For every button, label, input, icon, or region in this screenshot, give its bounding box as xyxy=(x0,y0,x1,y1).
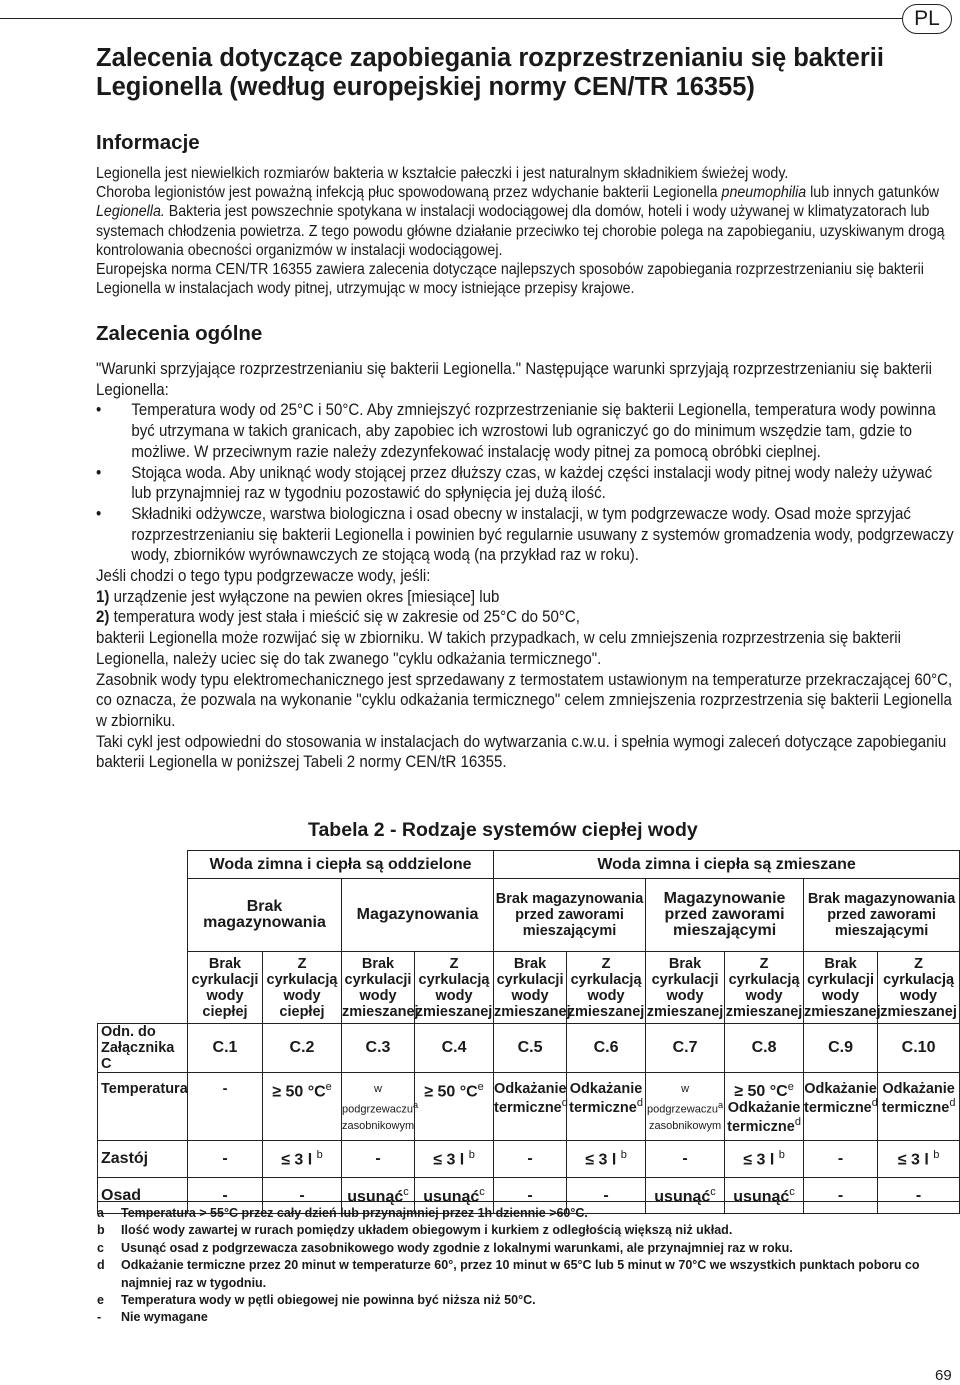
column-header: Z cyrkulacją wody zmieszanej xyxy=(567,952,646,1024)
subgroup-header: Brak magazynowania przed zaworami mieszającymi xyxy=(804,879,960,952)
table-cell: - xyxy=(188,1141,263,1178)
table-cell: Odkażanie termiczne$^d$ xyxy=(494,1073,567,1141)
table-cell: - xyxy=(878,1178,960,1214)
table-cell: ≤ 3 l $^b$ xyxy=(725,1141,804,1178)
table-cell: C.1 xyxy=(188,1024,263,1073)
bullet-item: • Temperatura wody od 25°C i 50°C. Aby zmniejszyć rozprzestrzenianie się bakterii Legionella, temperatura wody powinna być utrzymana w takich granicach, aby zapobiec ich wzrostowi lub ograniczyć go do minimum wszędzie tam, gdzie to możliwe. W przeciwnym razie należy zdezynfekować instalację wody pitnej za pomocą obróbki cieplnej. xyxy=(96,401,936,461)
table-cell: ≤ 3 l $^b$ xyxy=(878,1141,960,1178)
subgroup-header: Magazynowania xyxy=(342,879,494,952)
column-header: Z cyrkulacją wody ciepłej xyxy=(263,952,342,1024)
info-section xyxy=(96,164,956,298)
table-cell: usunąć$^c$ xyxy=(646,1178,725,1214)
column-header: Brak cyrkulacji wody zmieszanej xyxy=(494,952,567,1024)
systems-table xyxy=(97,850,960,1214)
header-rule xyxy=(0,18,902,19)
info-paragraph-2: Choroba legionistów jest poważną infekcją płuc spowodowaną przez wdychanie bakterii Legionella pneumophilia lub innych gatunków Legionella. Bakteria jest powszechnie spotykana w instalacji wodociągowej dla domów, hoteli i wody używanej w klimatyzatorach lub systemach chłodzenia powietrza. Z tego powodu główne działanie przeciwko tej chorobie polega na zapobieganiu, uzyskiwanym drogą kontrolowania obecności organizmów w instalacji wodociągowej. xyxy=(96,184,945,259)
table-cell: - xyxy=(804,1178,878,1214)
general-section xyxy=(96,359,956,773)
page-title: Zalecenia dotyczące zapobiegania rozprzestrzenianiu się bakterii Legionella (według europejskiej normy CEN/TR 16355) xyxy=(96,44,884,101)
bullet-item: • Składniki odżywcze, warstwa biologiczna i osad obecny w instalacji, w tym podgrzewacze wody. Osad może sprzyjać rozprzestrzenianiu się bakterii Legionella i powinien być regularnie usuwany z systemów gromadzenia wody, podgrzewaczy wody, zbiorników wyrównawczych ze stojącą wodą (na przykład raz w roku). xyxy=(96,504,954,565)
table-cell: usunąć$^c$ xyxy=(342,1178,415,1214)
footnote: c Usunąć osad z podgrzewacza zasobnikowego wody zgodnie z lokalnymi warunkami, ale przynajmniej raz w roku. xyxy=(97,1240,793,1255)
table-row xyxy=(98,952,960,1024)
table-cell: ≤ 3 l $^b$ xyxy=(567,1141,646,1178)
language-badge: PL xyxy=(902,4,952,34)
table-cell: C.4 xyxy=(415,1024,494,1073)
table-cell: C.5 xyxy=(494,1024,567,1073)
table-row xyxy=(98,851,960,879)
column-header: Brak cyrkulacji wody zmieszanej xyxy=(342,952,415,1024)
footnote: - Nie wymagane xyxy=(97,1310,208,1325)
table-cell: C.7 xyxy=(646,1024,725,1073)
row-label: Odn. do Załącznika C xyxy=(98,1024,188,1073)
column-header: Z cyrkulacją wody zmieszanej xyxy=(878,952,960,1024)
info-heading: Informacje xyxy=(96,131,200,154)
table-cell: C.3 xyxy=(342,1024,415,1073)
table-cell: - xyxy=(567,1178,646,1214)
table-cell: ≥ 50 °Ce xyxy=(415,1073,494,1141)
table-cell: ≤ 3 l $^b$ xyxy=(415,1141,494,1178)
general-heading: Zalecenia ogólne xyxy=(96,322,263,345)
subgroup-header: Brak magazynowania przed zaworami mieszającymi xyxy=(494,879,646,952)
table-cell: - xyxy=(494,1178,567,1214)
column-header: Brak cyrkulacji wody zmieszanej xyxy=(804,952,878,1024)
column-header: Z cyrkulacją wody zmieszanej xyxy=(725,952,804,1024)
table-cell: w podgrzewaczu$^a$ zasobnikowym xyxy=(342,1073,415,1141)
footnote: a Temperatura > 55°C przez cały dzień lub przynajmniej przez 1h dziennie >60°C. xyxy=(97,1206,588,1220)
table-cell: Odkażanie termiczne$^d$ xyxy=(804,1073,878,1141)
table-cell: usunąć$^c$ xyxy=(725,1178,804,1214)
table-cell: - xyxy=(188,1178,263,1214)
column-header: Brak cyrkulacji wody ciepłej xyxy=(188,952,263,1024)
subgroup-header: Brak magazynowania xyxy=(188,879,342,952)
footnote: b Ilość wody zawartej w rurach pomiędzy układem obiegowym i kurkiem z odległością większą niż układ. xyxy=(97,1223,733,1238)
subgroup-header: Magazynowanie przed zaworami mieszającymi xyxy=(646,879,804,952)
table-cell: C.10 xyxy=(878,1024,960,1073)
general-paragraph: Taki cykl jest odpowiedni do stosowania w instalacjach do wytwarzania c.w.u. i spełnia wymogi zaleceń dotyczące zapobieganiu bakterii Legionella w poniższej Tabeli 2 normy CEN/tR 16355. xyxy=(96,732,947,772)
table-cell: - xyxy=(188,1073,263,1141)
page-number: 69 xyxy=(935,1367,952,1384)
general-paragraph: Jeśli chodzi o tego typu podgrzewacze wody, jeśli: xyxy=(96,567,431,586)
numbered-item: 2) temperatura wody jest stała i mieścić się w zakresie od 25°C do 50°C, xyxy=(96,608,580,627)
table-footnotes xyxy=(97,1201,959,1327)
table-row xyxy=(98,879,960,952)
table-caption: Tabela 2 - Rodzaje systemów ciepłej wody xyxy=(308,819,698,841)
group-header: Woda zimna i ciepła są oddzielone xyxy=(188,851,494,879)
column-header: Z cyrkulacją wody zmieszanej xyxy=(415,952,494,1024)
footnote: d Odkażanie termiczne przez 20 minut w temperaturze 60°, przez 10 minut w 65°C lub 5 minut w 70°C we wszystkich punktach poboru co najmniej raz w tygodniu. xyxy=(97,1258,920,1290)
table-cell: C.9 xyxy=(804,1024,878,1073)
table-cell: - xyxy=(263,1178,342,1214)
footnote: e Temperatura wody w pętli obiegowej nie powinna być niższa niż 50°C. xyxy=(97,1293,536,1308)
info-paragraph-1: Legionella jest niewielkich rozmiarów bakteria w kształcie pałeczki i jest naturalnym składnikiem świeżej wody. xyxy=(96,165,789,182)
table-cell: w podgrzewaczu$^a$ zasobnikowym xyxy=(646,1073,725,1141)
group-header: Woda zimna i ciepła są zmieszane xyxy=(494,851,960,879)
table-cell: C.2 xyxy=(263,1024,342,1073)
general-paragraph: bakterii Legionella może rozwijać się w zbiorniku. W takich przypadkach, w celu zmniejszenia rozprzestrzenia się bakterii Legionella, należy uciec się do tak zwanego "cyklu odkażania termicznego". xyxy=(96,629,901,668)
table-cell: Odkażanie termiczne$^d$ xyxy=(567,1073,646,1141)
table-row xyxy=(98,1073,960,1141)
table-cell: Odkażanie termiczne$^d$ xyxy=(878,1073,960,1141)
row-label: Osad xyxy=(98,1178,188,1214)
table-cell: - xyxy=(494,1141,567,1178)
table-row xyxy=(98,1141,960,1178)
numbered-item: 1) urządzenie jest wyłączone na pewien okres [miesiące] lub xyxy=(96,587,500,606)
general-intro: "Warunki sprzyjające rozprzestrzenianiu się bakterii Legionella." Następujące warunki sprzyjają rozprzestrzenianiu się bakterii Legionella: xyxy=(96,360,932,399)
row-label: Zastój xyxy=(98,1141,188,1178)
table-row xyxy=(98,1024,960,1073)
table-cell: ≥ 50 °Ce Odkażanie termiczne$^d$ xyxy=(725,1073,804,1141)
table-cell: C.6 xyxy=(567,1024,646,1073)
table-cell: - xyxy=(646,1141,725,1178)
bullet-item: • Stojąca woda. Aby uniknąć wody stojącej przez dłuższy czas, w każdej części instalacji wody pitnej wody należy używać lub przynajmniej raz w tygodniu pozostawić do spłynięcia jej dużą ilość. xyxy=(96,463,933,503)
table-cell: C.8 xyxy=(725,1024,804,1073)
row-label: Temperatura xyxy=(98,1073,188,1141)
table-cell: - xyxy=(342,1141,415,1178)
general-paragraph: Zasobnik wody typu elektromechanicznego jest sprzedawany z termostatem ustawionym na temperaturze przekraczającej 60°C, co oznacza, że pozwala na wykonanie "cyklu odkażania termicznego" celem zmniejszenia rozprzestrzenia się bakterii Legionella w zbiorniku. xyxy=(96,670,953,730)
table-cell: ≤ 3 l $^b$ xyxy=(263,1141,342,1178)
info-paragraph-3: Europejska norma CEN/TR 16355 zawiera zalecenia dotyczące najlepszych sposobów zapobiegania rozprzestrzenianiu się bakterii Legionella w instalacjach wody pitnej, utrzymując w mocy istniejące przepisy krajowe. xyxy=(96,261,924,298)
table-cell: ≥ 50 °Ce xyxy=(263,1073,342,1141)
table-cell: - xyxy=(804,1141,878,1178)
table-cell: usunąć$^c$ xyxy=(415,1178,494,1214)
column-header: Brak cyrkulacji wody zmieszanej xyxy=(646,952,725,1024)
